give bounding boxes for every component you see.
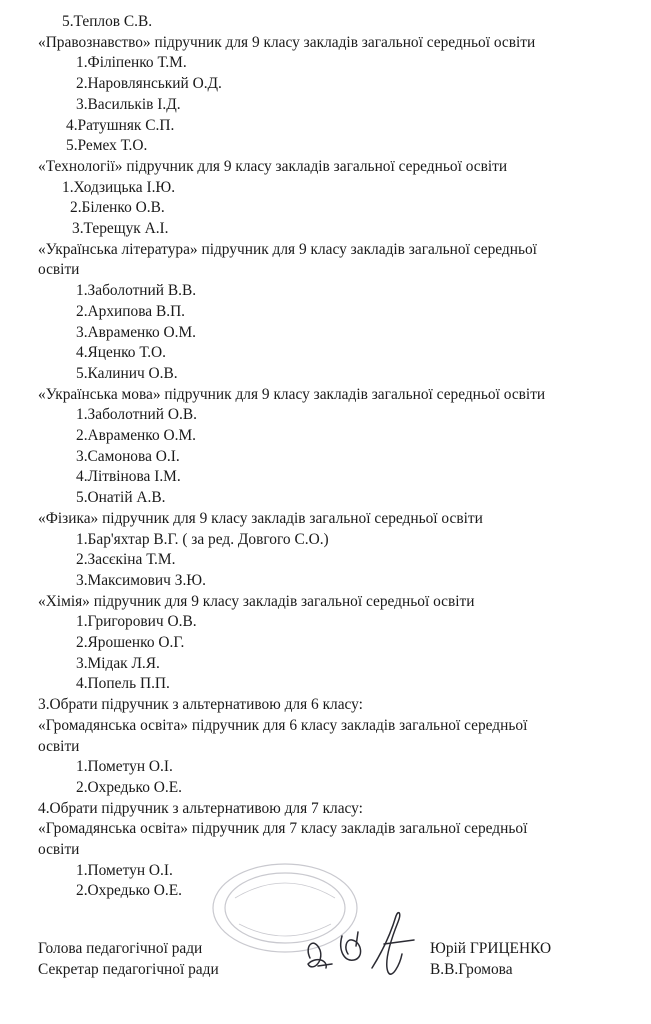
list-item: 2.Біленко О.В. (70, 199, 165, 217)
list-item: 1.Ходзицька І.Ю. (62, 178, 176, 196)
list-item: 1.Заболотний В.В. (76, 282, 197, 300)
list-item: 3.Васильків І.Д. (76, 95, 181, 113)
secretary-name: В.В.Громова (430, 961, 513, 978)
list-item: 4.Яценко Т.О. (76, 344, 167, 362)
list-item: 1.Пометун О.І. (76, 861, 173, 879)
handwritten-signature (292, 906, 432, 986)
list-item: 1.Філіпенко Т.М. (76, 54, 187, 72)
section-heading-line: «Технології» підручник для 9 класу закладів загальної середньої освіти (38, 157, 508, 175)
head-name: Юрій ГРИЦЕНКО (430, 940, 552, 957)
section-heading-line: «Українська мова» підручник для 9 класу закладів загальної середньої освіти (38, 385, 546, 403)
list-item: 1.Пометун О.І. (76, 758, 173, 776)
section-heading-line: освіти (38, 261, 80, 279)
list-item: 2.Авраменко О.М. (76, 427, 196, 444)
list-item: 2.Наровлянський О.Д. (76, 75, 222, 93)
list-item: 5.Ремех Т.О. (66, 137, 148, 155)
list-item: 1.Заболотний О.В. (76, 406, 197, 424)
list-item: 2.Охредько О.Е. (76, 778, 182, 796)
list-item: 3.Мідак Л.Я. (76, 654, 160, 672)
section-heading-line: «Хімія» підручник для 9 класу закладів загальної середньої освіти (38, 592, 475, 610)
list-item: 3.Максимович З.Ю. (76, 571, 206, 589)
list-item: 4.Попель П.П. (76, 675, 170, 693)
section-heading-line: 3.Обрати підручник з альтернативою для 6 класу: (38, 696, 363, 714)
list-item: 2.Ярошенко О.Г. (76, 634, 185, 651)
section-heading-line: «Фізика» підручник для 9 класу закладів загальної середньої освіти (38, 509, 483, 527)
secretary-title: Секретар педагогічної ради (38, 961, 219, 978)
section-heading-line: освіти (38, 841, 80, 858)
list-item: 1.Григорович О.В. (76, 613, 197, 631)
section-heading-line: «Громадянська освіта» підручник для 7 класу закладів загальної середньої (38, 820, 528, 838)
list-item: 5.Калинич О.В. (76, 364, 178, 382)
list-item: 2.Охредько О.Е. (76, 882, 182, 900)
section-heading-line: «Громадянська освіта» підручник для 6 класу закладів загальної середньої (38, 716, 528, 734)
list-item: 4.Літвінова І.М. (76, 468, 181, 486)
list-item: 3.Терещук А.І. (72, 220, 169, 237)
list-item: 2.Архипова В.П. (76, 302, 186, 320)
head-title: Голова педагогічної ради (38, 940, 203, 957)
stamp-seal (205, 858, 365, 958)
section-heading-line: «Українська література» підручник для 9 класу закладів загальної середньої (38, 240, 537, 258)
list-item: 5.Теплов С.В. (62, 13, 153, 30)
section-heading-line: 4.Обрати підручник з альтернативою для 7 класу: (38, 799, 363, 817)
list-item: 5.Онатій А.В. (76, 489, 166, 507)
section-heading-line: освіти (38, 737, 80, 755)
section-heading-line: «Правознавство» підручник для 9 класу закладів загальної середньої освіти (38, 33, 536, 51)
list-item: 2.Засєкіна Т.М. (76, 551, 176, 569)
list-item: 1.Бар'яхтар В.Г. ( за ред. Довгого С.О.) (76, 530, 329, 548)
list-item: 3.Авраменко О.М. (76, 323, 196, 341)
list-item: 3.Самонова О.І. (76, 447, 180, 465)
list-item: 4.Ратушняк С.П. (66, 116, 175, 134)
